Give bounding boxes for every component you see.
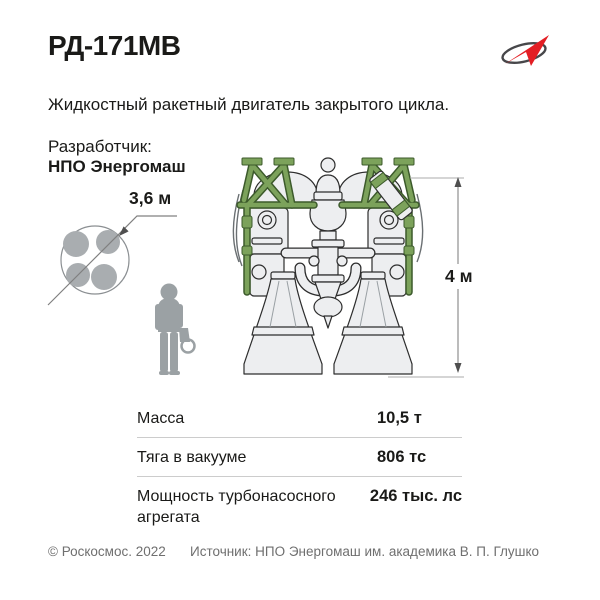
developer-block [48,137,186,177]
spec-value: 10,5 т [377,409,422,427]
spec-row-turbopump-power [137,476,462,536]
spec-value: 806 тс [377,448,427,466]
page-title: РД-171МВ [48,30,181,61]
spec-label: Масса [137,410,185,427]
diameter-arrowhead-top [119,226,129,236]
specs-table [137,399,462,536]
developer-label: Разработчик: [48,137,152,156]
spec-row-thrust [137,437,462,476]
engine-technical-drawing [226,150,471,390]
footer-copyright: © Роскосмос. 2022 [48,544,166,559]
spec-value: 246 тыс. лс [369,487,462,505]
height-dimension-label: 4 м [442,264,476,289]
spec-label: Тяга в вакууме [137,449,247,466]
engine-description: Жидкостный ракетный двигатель закрытого цикла. [48,95,450,114]
roscosmos-logo-icon [500,33,554,69]
spec-row-mass [137,399,462,437]
cosmonaut-silhouette [146,282,200,382]
spec-label: Мощность турбонасосного агрегата [137,488,336,526]
developer-name: НПО Энергомаш [48,157,186,176]
footer-source: Источник: НПО Энергомаш им. академика В. П. Глушко [190,544,540,559]
diameter-dimension-label: 3,6 м [129,188,172,208]
